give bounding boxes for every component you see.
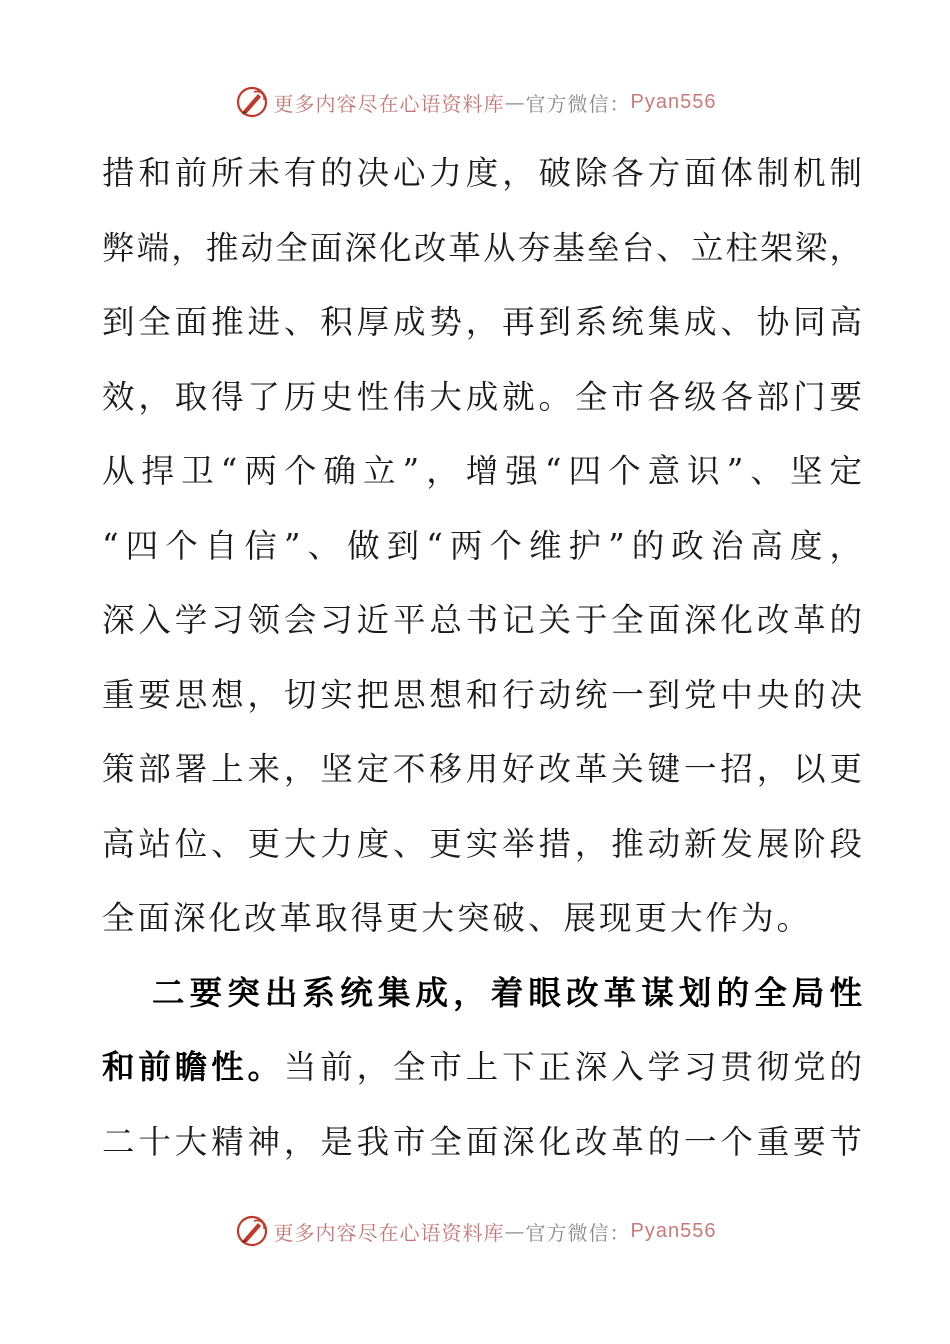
body-line-2: 弊端，推动全面深化改革从夯基垒台、立柱架梁， xyxy=(102,228,862,267)
section-heading-line-2 xyxy=(102,1030,862,1105)
watermark-wechat-id: Pyan556 xyxy=(630,1219,717,1242)
watermark-official-label: 官方微信： xyxy=(525,1220,631,1245)
watermark-brand: 更多内容尽在心语资料库 xyxy=(273,91,505,116)
watermark-wechat-id: Pyan556 xyxy=(630,90,717,113)
pen-logo-icon xyxy=(234,84,270,120)
body-line-11: 全面深化改革取得更大突破、展现更大作为。 xyxy=(102,899,813,937)
body-line-10: 高站位、更大力度、更实举措，推动新发展阶段 xyxy=(102,824,862,863)
watermark-dash: — xyxy=(504,90,526,114)
body-line-6: “四个自信”、做到“两个维护”的政治高度， xyxy=(102,526,862,565)
footer-watermark xyxy=(0,1211,950,1251)
body-line-14: 二十大精神，是我市全面深化改革的一个重要节 xyxy=(102,1122,862,1161)
header-watermark xyxy=(0,82,950,122)
document-body xyxy=(102,136,862,1179)
body-line-1: 措和前所未有的决心力度，破除各方面体制机制 xyxy=(102,154,862,192)
section-heading-line-1: 二要突出系统集成，着眼改革谋划的全局性 xyxy=(152,972,862,1012)
pen-logo-icon xyxy=(234,1213,270,1249)
watermark-dash: — xyxy=(504,1219,526,1243)
body-line-5: 从捍卫“两个确立”，增强“四个意识”、坚定 xyxy=(102,452,862,490)
watermark-brand: 更多内容尽在心语资料库 xyxy=(273,1220,505,1245)
body-line-7: 深入学习领会习近平总书记关于全面深化改革的 xyxy=(102,601,862,639)
body-line-8: 重要思想，切实把思想和行动统一到党中央的决 xyxy=(102,675,862,714)
body-line-4: 效，取得了历史性伟大成就。全市各级各部门要 xyxy=(102,377,862,416)
body-line-3: 到全面推进、积厚成势，再到系统集成、协同高 xyxy=(102,303,862,341)
section-paragraph-start: 当前，全市上下正深入学习贯彻党的 xyxy=(283,1048,862,1086)
body-line-9: 策部署上来，坚定不移用好改革关键一招，以更 xyxy=(102,750,862,788)
watermark-official-label: 官方微信： xyxy=(525,91,631,116)
section-heading-bold-tail: 和前瞻性。 xyxy=(102,1047,284,1086)
